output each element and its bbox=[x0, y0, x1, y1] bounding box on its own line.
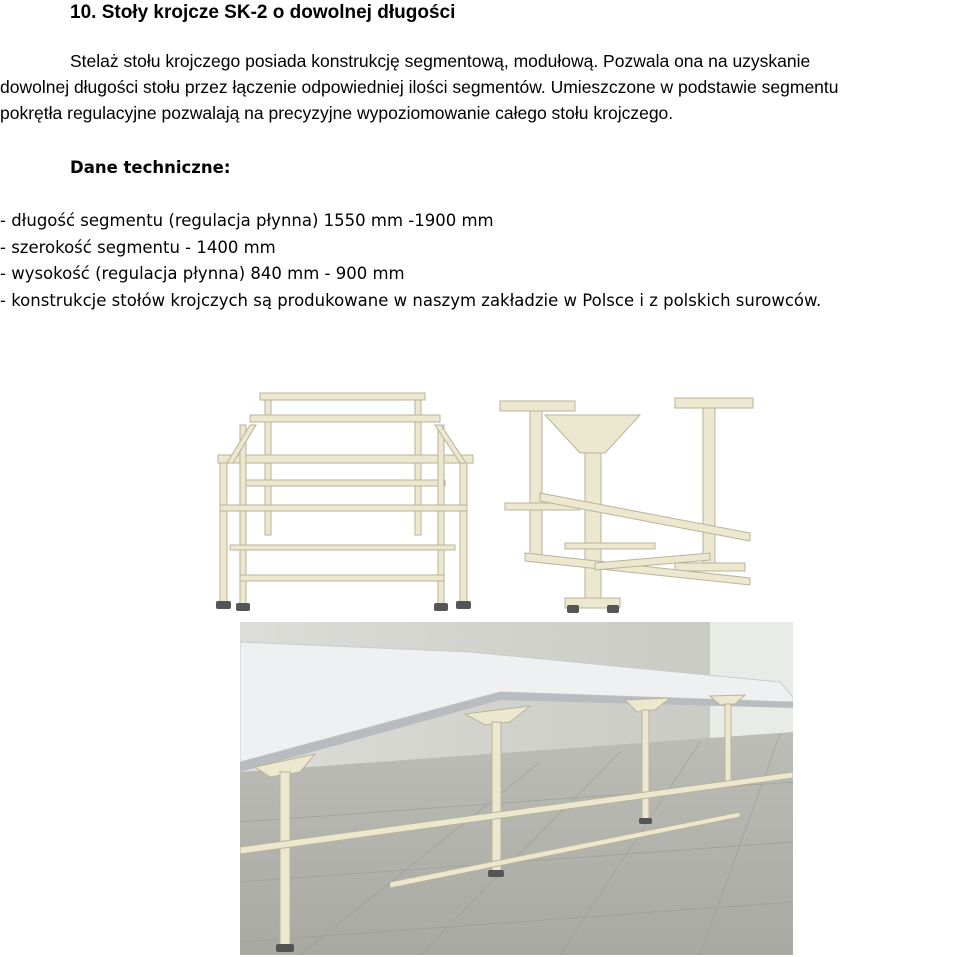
product-description bbox=[0, 48, 960, 126]
spec-item: - konstrukcje stołów krojczych są produkowane w naszym zakładzie w Polsce i z polskich surowców. bbox=[0, 290, 822, 310]
description-line: Stelaż stołu krojczego posiada konstrukcję segmentową, modułową. Pozwala ona na uzyskanie bbox=[70, 51, 811, 71]
page-title: 10. Stoły krojcze SK-2 o dowolnej długości bbox=[70, 2, 456, 23]
spec-item: - szerokość segmentu - 1400 mm bbox=[0, 237, 276, 257]
technical-specs-list bbox=[0, 208, 821, 314]
spec-item: - długość segmentu (regulacja płynna) 1550 mm -1900 mm bbox=[0, 211, 494, 230]
technical-data-heading: Dane techniczne: bbox=[70, 158, 231, 177]
assembled-frames-photo bbox=[495, 393, 755, 623]
description-line: dowolnej długości stołu przez łączenie odpowiedniej ilości segmentów. Umieszczone w podstawie segmentu bbox=[0, 77, 839, 97]
description-line: pokrętła regulacyjne pozwalają na precyzyjne wypoziomowanie całego stołu krojczego. bbox=[0, 103, 674, 123]
spec-item: - wysokość (regulacja płynna) 840 mm - 900 mm bbox=[0, 264, 405, 283]
cutting-tables-room-photo bbox=[240, 622, 793, 955]
frame-render-photo bbox=[210, 385, 480, 620]
